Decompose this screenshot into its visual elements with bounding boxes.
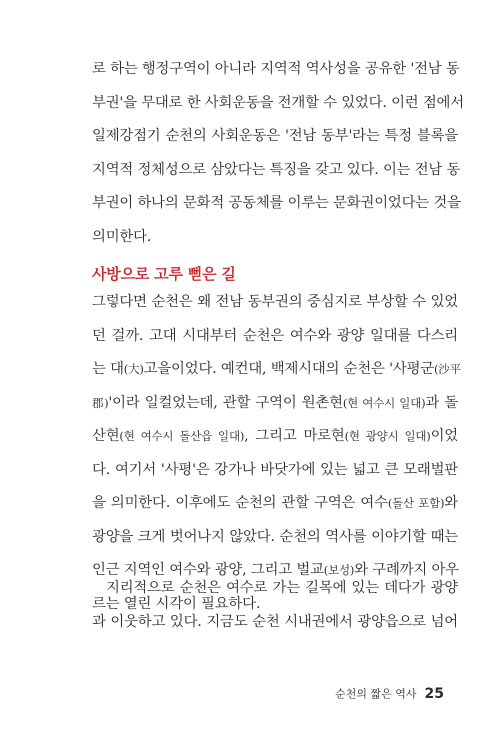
paragraph-2-line: 르는 열린 시각이 필요하다. <box>92 595 261 612</box>
paragraph-1-line: 지역적 정체성으로 삼았다는 특징을 갖고 있다. 이는 전남 동 <box>92 161 461 178</box>
page-number: 25 <box>424 685 444 702</box>
paragraph-1-line: 부권이 하나의 문화적 공동체를 이루는 문화권이었다는 것을 <box>92 195 461 211</box>
paragraph-1-line: 로 하는 행정구역이 아니라 지역적 역사성을 공유한 '전남 동 <box>92 61 460 77</box>
paragraph-1 <box>92 53 464 254</box>
hanja-annotation: (沙平 <box>434 362 461 376</box>
text-run: 이었 <box>430 428 458 444</box>
paragraph-3-line: 과 이웃하고 있다. 지금도 순천 시내권에서 광양읍으로 넘어 <box>92 613 458 630</box>
text-run: 는 대 <box>92 361 124 377</box>
paragraph-3-line: 지리적으로 순천은 여수로 가는 길목에 있는 데다가 광양 <box>106 580 458 596</box>
paragraph-2-line: 던 걸까. 고대 시대부터 순천은 여수와 광양 일대를 다스리 <box>92 327 458 344</box>
text-run: '이라 일컬었는데, 관할 구역이 원촌현 <box>108 394 343 411</box>
paragraph-1-line: 의미한다. <box>92 228 152 245</box>
paragraph-1-line: 부권'을 무대로 한 사회운동을 전개할 수 있었다. 이런 점에서 <box>92 94 464 111</box>
paragraph-2-line <box>92 487 458 521</box>
section-heading: 사방으로 고루 뻗은 길 <box>92 265 236 283</box>
text-run: 산현 <box>92 428 120 444</box>
location-annotation: (돌산 포함) <box>387 496 445 510</box>
text-run: 고을이었다. 예컨대, 백제시대의 순천은 '사평군 <box>143 361 434 377</box>
paragraph-2-line <box>92 387 458 421</box>
paragraph-3 <box>92 572 458 639</box>
running-title: 순천의 짧은 역사 <box>335 687 417 701</box>
location-annotation: (현 광양시 일대) <box>344 429 431 443</box>
hanja-annotation: 郡) <box>92 395 109 410</box>
text-run: , 그리고 마로현 <box>244 428 345 444</box>
paragraph-2-line: 다. 여기서 '사평'은 강가나 바닷가에 있는 넓고 큰 모래벌판 <box>92 461 458 478</box>
location-annotation: (보성) <box>323 563 355 577</box>
paragraph-2 <box>92 286 461 621</box>
paragraph-2-line: 그렇다면 순천은 왜 전남 동부권의 중심지로 부상할 수 있었 <box>92 294 458 310</box>
location-annotation: (현 여수시 일대) <box>342 395 426 410</box>
paragraph-2-line <box>92 353 461 387</box>
text-run: 와 <box>444 495 458 511</box>
text-run: 과 돌 <box>425 394 458 411</box>
paragraph-2-line: 광양을 크게 벗어나지 않았다. 순천의 역사를 이야기할 때는 <box>92 528 458 545</box>
text-run: 와 구례까지 아우 <box>354 562 459 578</box>
paragraph-2-line <box>92 420 458 454</box>
hanja-annotation: (大) <box>123 362 144 376</box>
text-run: 인근 지역인 여수와 광양, 그리고 벌교 <box>92 562 324 578</box>
location-annotation: (현 여수시 돌산읍 일대) <box>119 429 245 443</box>
text-run: 을 의미한다. 이후에도 순천의 관할 구역은 여수 <box>92 495 388 511</box>
paragraph-1-line: 일제강점기 순천의 사회운동은 '전남 동부'라는 특정 블록을 <box>92 128 458 144</box>
page-footer <box>335 683 444 702</box>
